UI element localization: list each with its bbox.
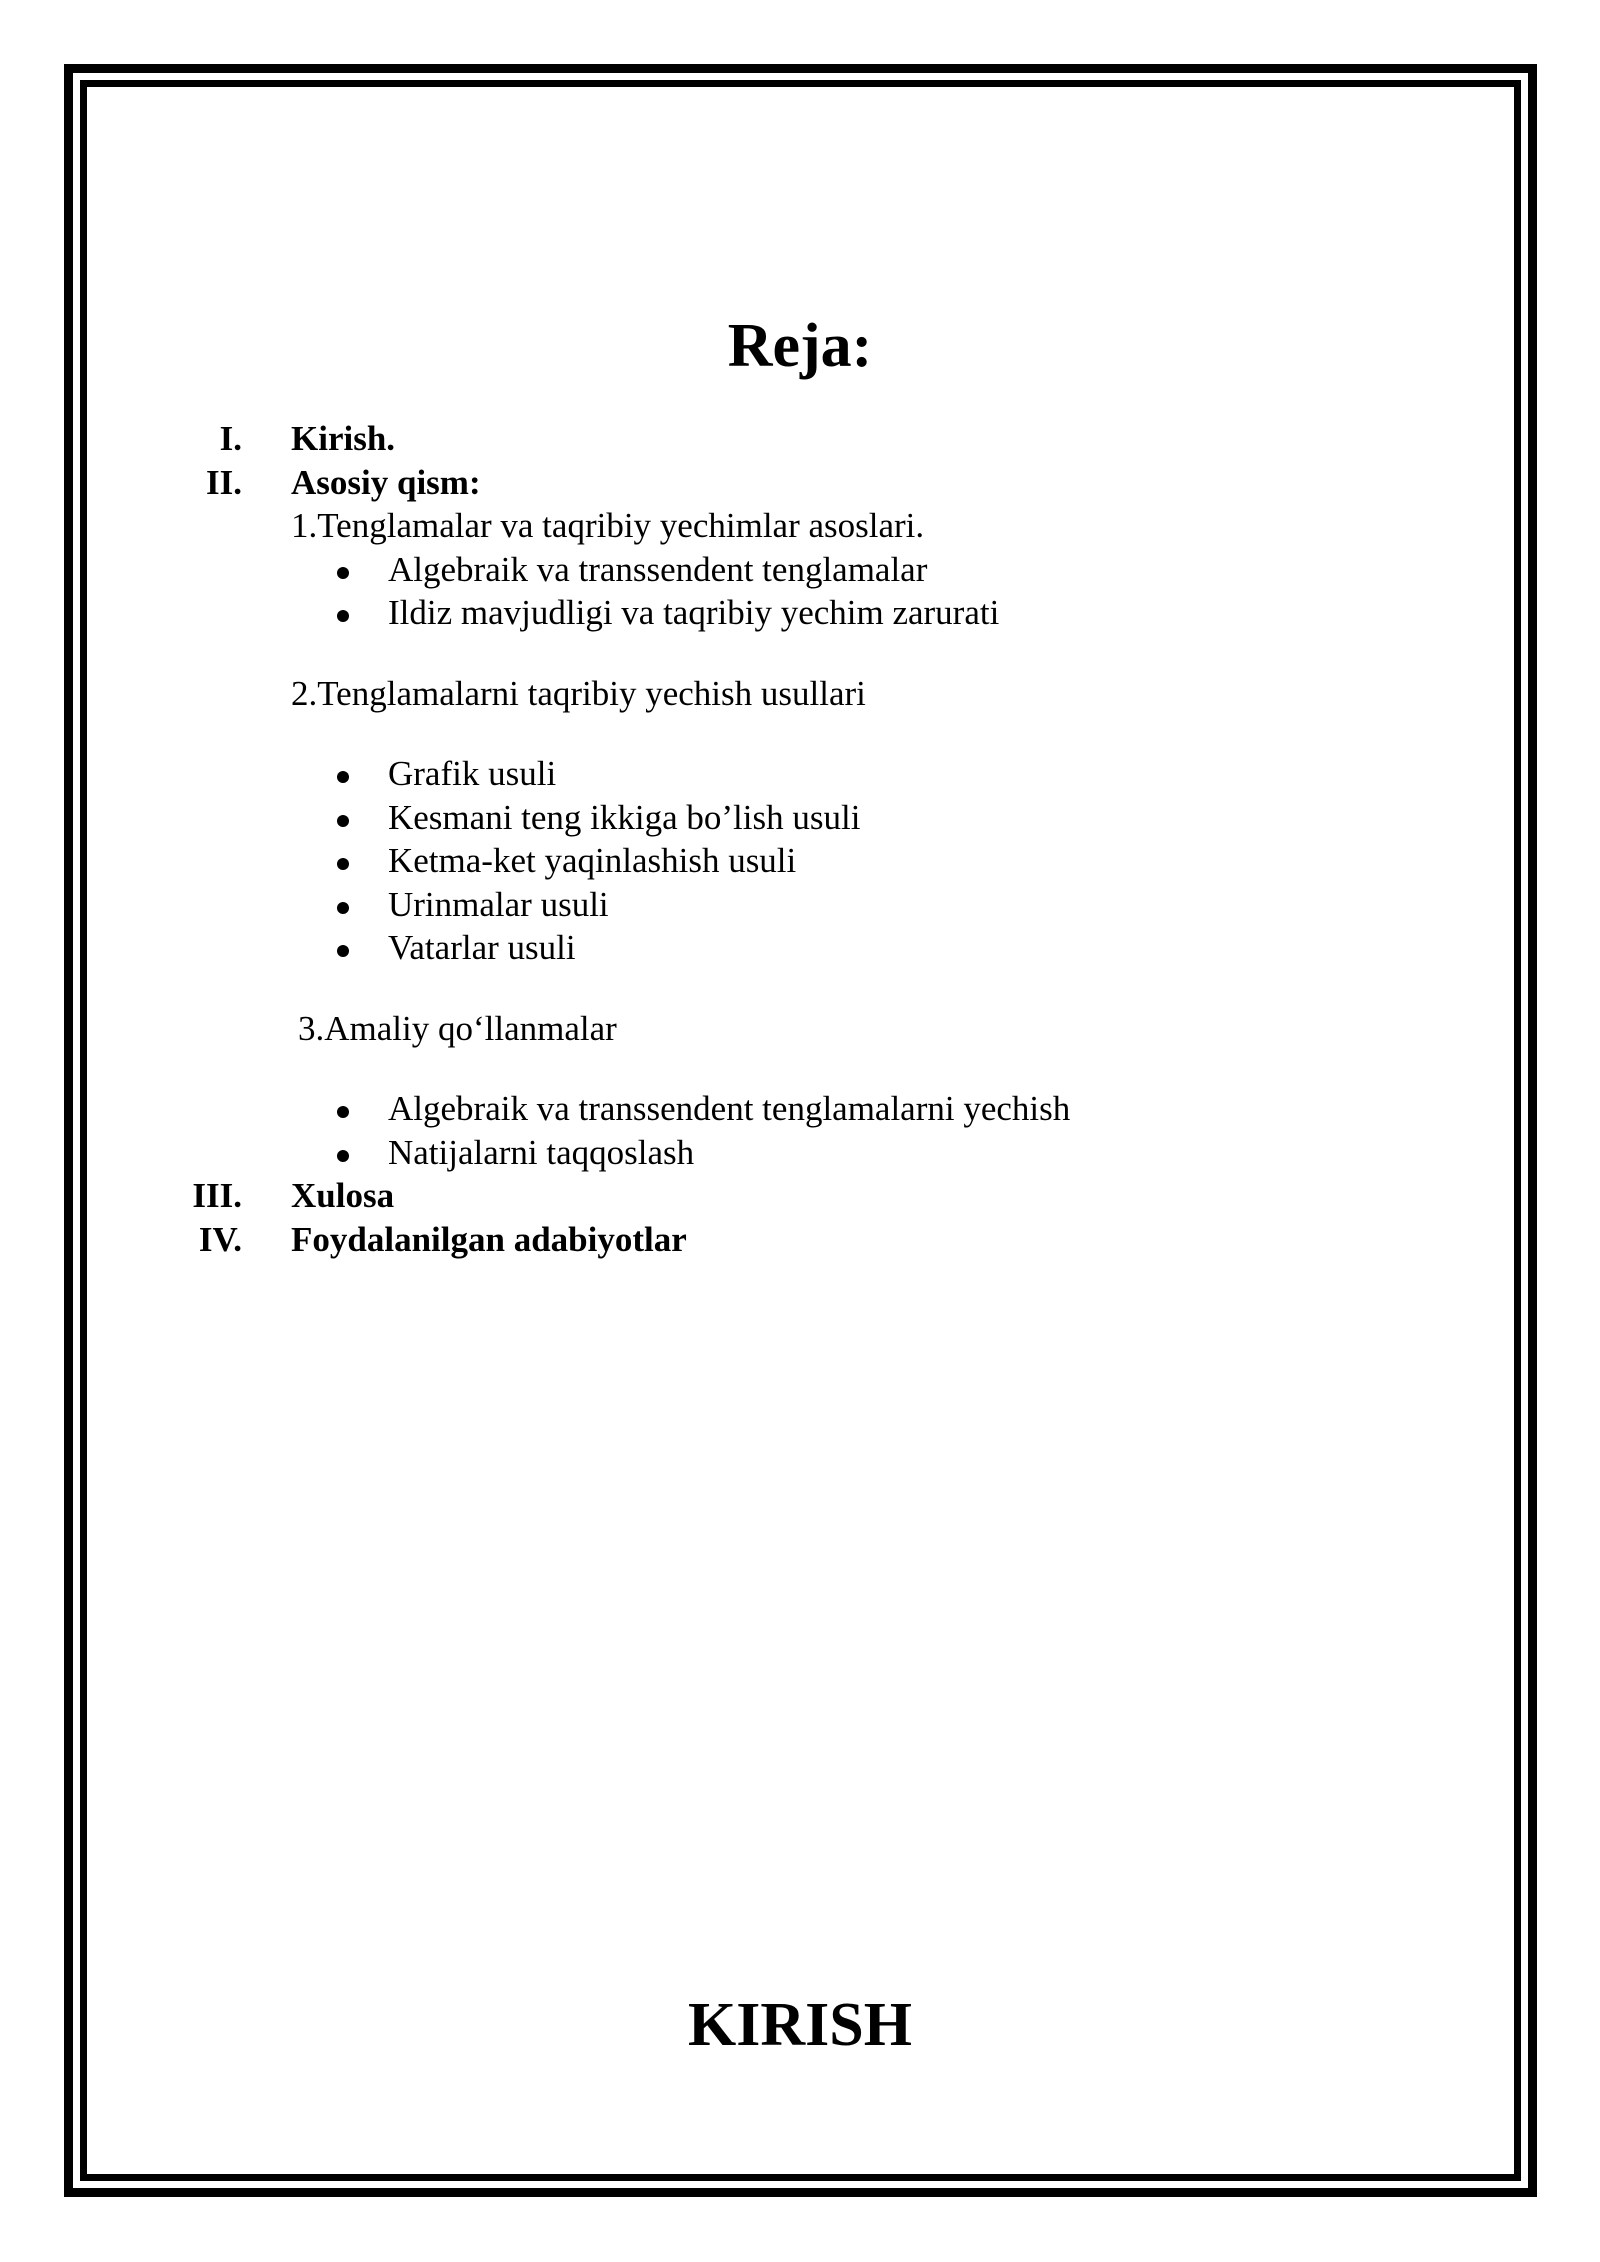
subsection-label: 2.Tenglamalarni taqribiy yechish usullari: [291, 673, 866, 713]
plan-item-label: Asosiy qism:: [291, 462, 481, 502]
subsection-label: 1.Tenglamalar va taqribiy yechimlar asoslari.: [291, 506, 925, 545]
bullet-icon: [337, 858, 349, 870]
roman-numeral: I.: [219, 419, 242, 458]
bullet-icon: [337, 567, 349, 579]
spacer: [0, 635, 1600, 672]
plan-item-label: Kirish.: [291, 419, 396, 458]
bullet-icon: [337, 902, 349, 914]
list-item-text: Vatarlar usuli: [388, 928, 576, 967]
subsection-label: 3.Amaliy qo‘llanmalar: [298, 1008, 617, 1048]
list-item: [0, 796, 1600, 840]
list-item-text: Kesmani teng ikkiga bo’lish usuli: [388, 797, 861, 837]
bullet-icon: [337, 610, 349, 622]
roman-numeral: II.: [206, 462, 242, 502]
list-item: [0, 839, 1600, 883]
list-item: [0, 548, 1600, 592]
bullet-icon: [337, 1106, 349, 1118]
plan-item-intro: [0, 417, 1600, 461]
plan-item-references: [0, 1218, 1600, 1262]
roman-numeral: IV.: [198, 1219, 242, 1259]
plan-item-label: Xulosa: [291, 1176, 395, 1215]
subsection-2-heading: [0, 672, 1600, 716]
subsection-1-heading: [0, 504, 1600, 548]
list-item: [0, 752, 1600, 796]
bullet-icon: [337, 945, 349, 957]
list-item: [0, 591, 1600, 635]
spacer: [0, 970, 1600, 1007]
list-item-text: Ketma-ket yaqinlashish usuli: [388, 841, 797, 880]
plan-list: [0, 417, 1600, 1261]
list-item-text: Algebraik va transsendent tenglamalarni yechish: [388, 1089, 1071, 1128]
list-item: [0, 1087, 1600, 1131]
list-item: [0, 1131, 1600, 1175]
roman-numeral: III.: [192, 1176, 242, 1215]
list-item: [0, 926, 1600, 970]
subsection-3-heading: [0, 1007, 1600, 1051]
list-item-text: Natijalarni taqqoslash: [388, 1132, 695, 1172]
plan-item-main: [0, 461, 1600, 505]
plan-item-label: Foydalanilgan adabiyotlar: [291, 1219, 687, 1259]
bullet-icon: [337, 771, 349, 783]
spacer: [0, 715, 1600, 752]
plan-title: Reja:: [727, 312, 873, 380]
plan-item-conclusion: [0, 1174, 1600, 1218]
spacer: [0, 1050, 1600, 1087]
list-item-text: Ildiz mavjudligi va taqribiy yechim zarurati: [388, 593, 1000, 632]
list-item: [0, 883, 1600, 927]
section-heading: KIRISH: [688, 1991, 912, 2059]
bullet-icon: [337, 1150, 349, 1162]
bullet-icon: [337, 815, 349, 827]
list-item-text: Algebraik va transsendent tenglamalar: [388, 549, 928, 589]
list-item-text: Urinmalar usuli: [388, 884, 609, 924]
list-item-text: Grafik usuli: [388, 754, 557, 793]
